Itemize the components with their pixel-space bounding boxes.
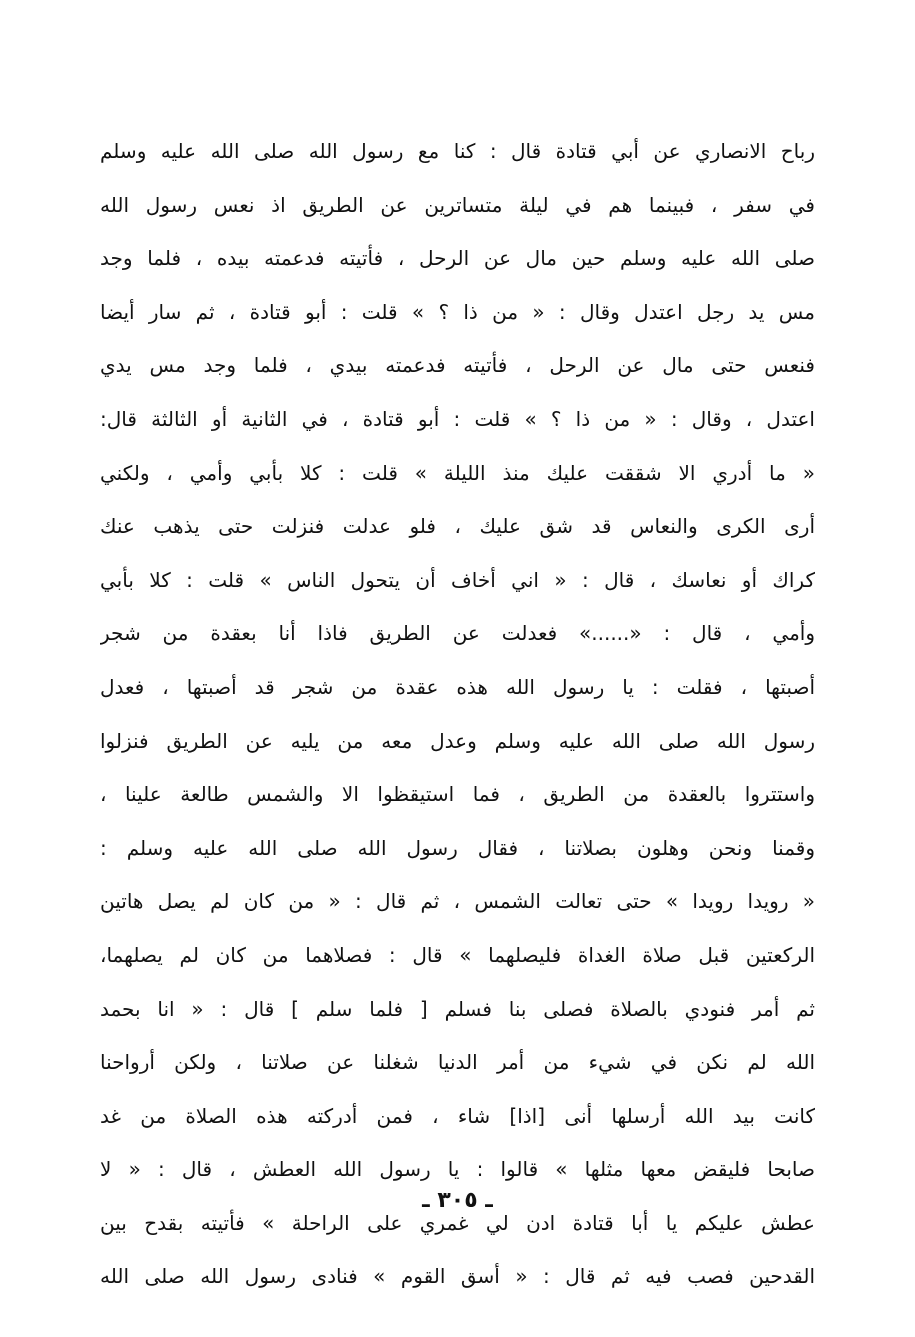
text-line: صابحا فليقض معها مثلها » قالوا : يا رسول الله العطش ، قال : « لا [100, 1157, 815, 1182]
page-number: ـ ٣٠٥ ـ [422, 1188, 493, 1213]
text-line: في سفر ، فبينما هم في ليلة متساترين عن الطريق اذ نعس رسول الله [100, 192, 815, 217]
text-line: « ما أدري الا شققت عليك منذ الليلة » قلت : كلا بأبي وأمي ، ولكني [100, 460, 815, 485]
text-line: القدحين فصب فيه ثم قال : « أسق القوم » فنادى رسول الله صلى الله [100, 1264, 815, 1289]
text-line: كراك أو نعاسك ، قال : « اني أخاف أن يتحول الناس » قلت : كلا بأبي [100, 567, 815, 592]
text-line: أرى الكرى والنعاس قد شق عليك ، فلو عدلت فنزلت حتى يذهب عنك [100, 514, 815, 539]
text-line: الله لم نكن في شيء من أمر الدنيا شغلنا عن صلاتنا ، ولكن أرواحنا [100, 1050, 815, 1075]
text-line: اعتدل ، وقال : « من ذا ؟ » قلت : أبو قتادة ، في الثانية أو الثالثة قال: [100, 406, 815, 431]
text-line: فنعس حتى مال عن الرحل ، فأتيته فدعمته بيدي ، فلما وجد مس يدي [100, 353, 815, 378]
text-line: أصبتها ، فقلت : يا رسول الله هذه عقدة من شجر قد أصبتها ، فعدل [100, 674, 815, 699]
text-line: ثم أمر فنودي بالصلاة فصلى بنا فسلم [ فلما سلم ] قال : « انا بحمد [100, 996, 815, 1021]
text-line: « رويدا رويدا » حتى تعالت الشمس ، ثم قال : « من كان لم يصل هاتين [100, 889, 815, 914]
text-line: رباح الانصاري عن أبي قتادة قال : كنا مع رسول الله صلى الله عليه وسلم [100, 139, 815, 163]
text-line: كانت بيد الله أرسلها أنى [اذا] شاء ، فمن أدركته هذه الصلاة من غد [100, 1103, 815, 1128]
text-line: عطش عليكم يا أبا قتادة ادن لي غمري على الراحلة » فأتيته بقدح بين [100, 1210, 815, 1235]
text-line: واستتروا بالعقدة من الطريق ، فما استيقظوا الا والشمس طالعة علينا ، [100, 782, 815, 807]
text-line: مس يد رجل اعتدل وقال : « من ذا ؟ » قلت : أبو قتادة ، ثم سار أيضا [100, 299, 815, 324]
text-line: رسول الله صلى الله عليه وسلم وعدل معه من يليه عن الطريق فنزلوا [100, 728, 815, 753]
text-line: وقمنا ونحن وهلون بصلاتنا ، فقال رسول الله صلى الله عليه وسلم : [100, 835, 815, 860]
text-line: صلى الله عليه وسلم حين مال عن الرحل ، فأتيته فدعمته بيده ، فلما وجد [100, 246, 815, 271]
body-text [100, 125, 815, 1304]
text-line: وأمي ، قال : «......» فعدلت عن الطريق فاذا أنا بعقدة من شجر [100, 621, 815, 646]
text-line: الركعتين قبل صلاة الغداة فليصلهما » قال : فصلاهما من كان لم يصلهما، [100, 942, 815, 967]
